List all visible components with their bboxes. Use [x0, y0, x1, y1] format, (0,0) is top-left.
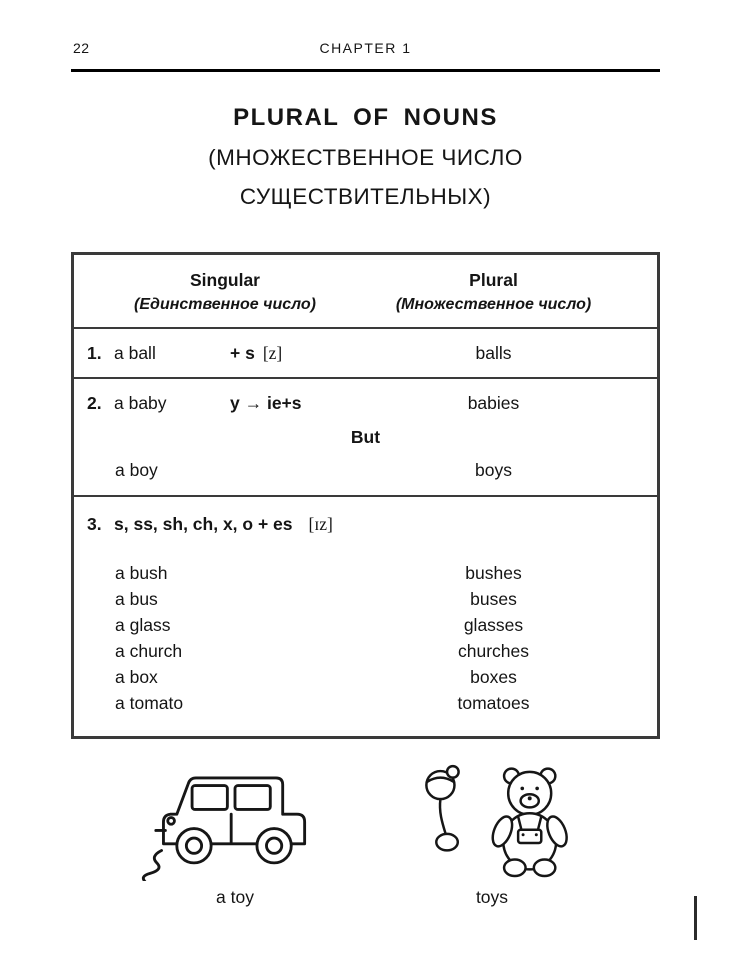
- example-row: [74, 638, 657, 664]
- rule-1-number: 1.: [87, 343, 102, 363]
- grammar-table: [71, 252, 660, 739]
- rule-2-formula: y → ie+s: [230, 393, 302, 413]
- example-plural: tomatoes: [457, 693, 530, 713]
- running-head: [71, 40, 660, 60]
- header-rule: [71, 69, 660, 72]
- page-title: [71, 104, 660, 210]
- rule-2-plural: babies: [467, 393, 520, 413]
- singular-header-en: Singular: [189, 270, 260, 290]
- example-row: [74, 560, 657, 586]
- title-russian-line1: (МНОЖЕСТВЕННОЕ ЧИСЛО: [208, 145, 523, 170]
- rule-2-row: [74, 379, 657, 497]
- rule-1-row: [74, 329, 657, 379]
- rule-3-examples: [74, 560, 657, 716]
- example-singular: a bush: [115, 563, 168, 583]
- example-plural: glasses: [463, 615, 524, 635]
- but-label: But: [350, 427, 381, 447]
- figure-toys: [382, 757, 602, 908]
- figure-caption: toys: [475, 887, 509, 907]
- chapter-heading: CHAPTER 1: [319, 40, 412, 56]
- rule-2-singular: a baby: [114, 393, 167, 413]
- example-singular: a bus: [115, 589, 158, 609]
- title-english: PLURAL OF NOUNS: [233, 104, 498, 131]
- example-plural: buses: [470, 589, 517, 609]
- figure-toy-car: [125, 757, 345, 908]
- toy-car-icon: [130, 757, 340, 881]
- example-plural: boxes: [470, 667, 517, 687]
- example-row: [74, 612, 657, 638]
- title-russian-line2: СУЩЕСТВИТЕЛЬНЫХ): [239, 184, 492, 209]
- example-row: [74, 690, 657, 716]
- illustrations: [71, 757, 660, 908]
- example-row: [74, 586, 657, 612]
- page-edge-mark: [694, 896, 697, 940]
- rule-1-phonetic: [z]: [262, 343, 283, 363]
- example-plural: bushes: [465, 563, 522, 583]
- rule-3-formula: s, ss, sh, ch, x, o + es: [114, 514, 293, 534]
- rule-2-exception-plural: boys: [475, 460, 512, 480]
- example-singular: a box: [115, 667, 158, 687]
- example-singular: a church: [115, 641, 183, 661]
- rule-2-number: 2.: [87, 393, 102, 413]
- singular-header-ru: (Единственное число): [134, 296, 316, 313]
- rule-1-formula: + s: [230, 343, 255, 363]
- rule-2-exception-singular: a boy: [115, 460, 158, 480]
- example-plural: churches: [457, 641, 529, 661]
- singular-column-header: [74, 270, 376, 314]
- rule-1-singular: a ball: [114, 343, 156, 363]
- plural-header-en: Plural: [469, 270, 518, 290]
- rule-3-phonetic: [ɪz]: [308, 514, 333, 534]
- page-number: 22: [73, 40, 90, 56]
- example-row: [74, 664, 657, 690]
- rule-3-row: [74, 497, 657, 736]
- example-singular: a glass: [115, 615, 171, 635]
- rattle-and-teddy-bear-icon: [385, 757, 600, 881]
- rule-1-plural: balls: [475, 343, 512, 363]
- plural-column-header: [376, 270, 657, 314]
- plural-header-ru: (Множественное число): [395, 296, 592, 313]
- rule-3-number: 3.: [87, 514, 102, 534]
- example-singular: a tomato: [115, 693, 184, 713]
- table-header-row: [74, 255, 657, 329]
- figure-caption: a toy: [216, 887, 254, 907]
